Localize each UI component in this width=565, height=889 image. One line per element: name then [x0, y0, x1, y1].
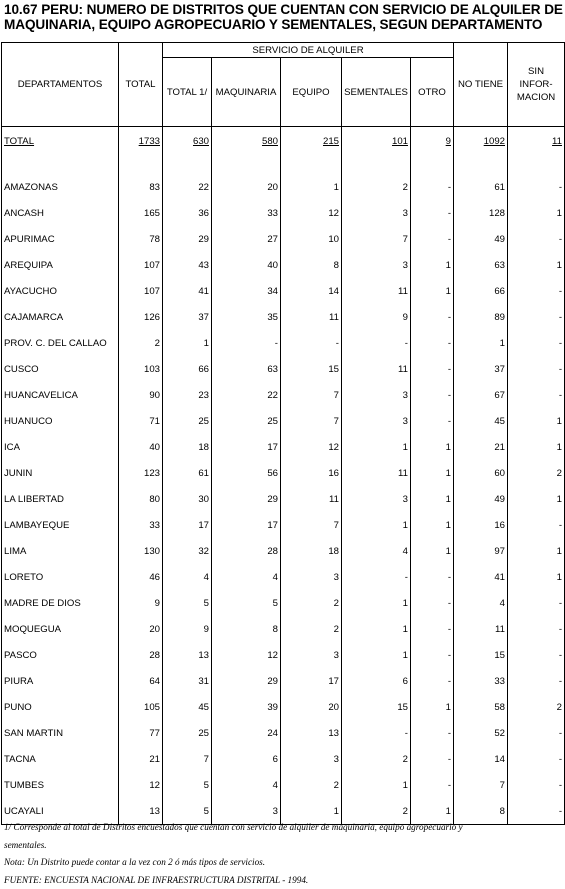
cell-departamento: HUANUCO [2, 409, 119, 435]
cell-equipo: 11 [281, 305, 342, 331]
cell-sin-info: 2 [508, 695, 565, 721]
cell-sementales: 2 [342, 175, 411, 201]
cell-no-tiene: 66 [454, 279, 508, 305]
table-row [2, 695, 565, 721]
table-row [2, 539, 565, 565]
cell-total1: 29 [163, 227, 212, 253]
cell-sementales: 6 [342, 669, 411, 695]
cell-equipo: 1 [281, 799, 342, 825]
cell-maquinaria: 4 [212, 773, 281, 799]
footnote-fuente: FUENTE: ENCUESTA NACIONAL DE INFRAESTRUCTURA DISTRITAL - 1994. [4, 872, 564, 889]
cell-otro: 1 [411, 435, 454, 461]
cell-sementales: - [342, 565, 411, 591]
cell-equipo: 2 [281, 591, 342, 617]
title-line-1: 10.67 PERU: NUMERO DE DISTRITOS QUE CUENTAN CON SERVICIO DE ALQUILER DE [4, 2, 564, 17]
cell-sin-info: - [508, 643, 565, 669]
cell-maquinaria: 35 [212, 305, 281, 331]
cell-equipo: 10 [281, 227, 342, 253]
cell-maquinaria: 39 [212, 695, 281, 721]
cell-total: 165 [119, 201, 163, 227]
cell-sin-info: 1 [508, 435, 565, 461]
cell-maquinaria: 6 [212, 747, 281, 773]
cell-departamento: LA LIBERTAD [2, 487, 119, 513]
cell-no-tiene: 7 [454, 773, 508, 799]
cell-sementales: 1 [342, 513, 411, 539]
cell-departamento: PROV. C. DEL CALLAO [2, 331, 119, 357]
cell-sin-info: - [508, 305, 565, 331]
cell-total: 9 [119, 591, 163, 617]
cell-total1: 23 [163, 383, 212, 409]
cell-equipo: 7 [281, 409, 342, 435]
cell-sin-info: - [508, 799, 565, 825]
cell-maquinaria: 29 [212, 669, 281, 695]
cell-otro: - [411, 357, 454, 383]
cell-no-tiene: 60 [454, 461, 508, 487]
table-row [2, 617, 565, 643]
cell-maquinaria: 33 [212, 201, 281, 227]
cell-total1: 5 [163, 591, 212, 617]
cell-sementales: - [342, 721, 411, 747]
cell-total1: 18 [163, 435, 212, 461]
cell-otro: - [411, 617, 454, 643]
cell-maquinaria: 56 [212, 461, 281, 487]
table-row [2, 435, 565, 461]
cell-otro: - [411, 565, 454, 591]
cell-sin-info: - [508, 591, 565, 617]
cell-sin-info: - [508, 513, 565, 539]
cell-total: 13 [119, 799, 163, 825]
table-row [2, 747, 565, 773]
header-sementales: SEMENTALES [342, 58, 411, 127]
cell-sin-info: 1 [508, 409, 565, 435]
cell-total1: 43 [163, 253, 212, 279]
total-label: TOTAL [2, 127, 119, 157]
cell-otro: - [411, 773, 454, 799]
cell-total: 77 [119, 721, 163, 747]
table-row [2, 357, 565, 383]
cell-maquinaria: 40 [212, 253, 281, 279]
cell-sin-info: - [508, 383, 565, 409]
cell-departamento: PIURA [2, 669, 119, 695]
cell-departamento: SAN MARTIN [2, 721, 119, 747]
cell-sin-info: 1 [508, 487, 565, 513]
cell-total1: 36 [163, 201, 212, 227]
cell-sementales: 11 [342, 461, 411, 487]
cell-otro: - [411, 201, 454, 227]
cell-otro: 1 [411, 695, 454, 721]
cell-sin-info: 1 [508, 253, 565, 279]
cell-total: 33 [119, 513, 163, 539]
cell-sin-info: - [508, 773, 565, 799]
footnotes [4, 819, 564, 889]
cell-maquinaria: 63 [212, 357, 281, 383]
cell-sementales: 3 [342, 487, 411, 513]
table-row [2, 721, 565, 747]
total-sin-info: 11 [508, 127, 565, 157]
cell-sementales: 3 [342, 253, 411, 279]
cell-no-tiene: 45 [454, 409, 508, 435]
cell-equipo: 17 [281, 669, 342, 695]
cell-departamento: JUNIN [2, 461, 119, 487]
cell-sin-info: - [508, 331, 565, 357]
cell-total1: 9 [163, 617, 212, 643]
cell-no-tiene: 41 [454, 565, 508, 591]
cell-otro: 1 [411, 539, 454, 565]
table-row [2, 175, 565, 201]
cell-departamento: HUANCAVELICA [2, 383, 119, 409]
cell-equipo: 3 [281, 747, 342, 773]
cell-total1: 7 [163, 747, 212, 773]
cell-total: 64 [119, 669, 163, 695]
cell-no-tiene: 61 [454, 175, 508, 201]
cell-total: 126 [119, 305, 163, 331]
table-row [2, 669, 565, 695]
cell-sementales: 7 [342, 227, 411, 253]
table-row [2, 643, 565, 669]
table-row [2, 773, 565, 799]
cell-total: 123 [119, 461, 163, 487]
cell-sementales: 15 [342, 695, 411, 721]
cell-sementales: 1 [342, 591, 411, 617]
cell-total1: 37 [163, 305, 212, 331]
cell-total: 80 [119, 487, 163, 513]
cell-maquinaria: 27 [212, 227, 281, 253]
cell-departamento: LAMBAYEQUE [2, 513, 119, 539]
cell-sementales: 3 [342, 409, 411, 435]
total-otro: 9 [411, 127, 454, 157]
cell-departamento: AREQUIPA [2, 253, 119, 279]
table-row [2, 461, 565, 487]
cell-departamento: UCAYALI [2, 799, 119, 825]
cell-otro: - [411, 591, 454, 617]
page-title [4, 2, 564, 32]
cell-equipo: - [281, 331, 342, 357]
cell-otro: 1 [411, 279, 454, 305]
cell-departamento: LIMA [2, 539, 119, 565]
footnote-1b: sementales. [4, 837, 564, 855]
header-no-tiene: NO TIENE [454, 43, 508, 127]
cell-otro: - [411, 747, 454, 773]
cell-equipo: 2 [281, 617, 342, 643]
cell-total: 2 [119, 331, 163, 357]
cell-otro: - [411, 383, 454, 409]
footnote-nota: Nota: Un Distrito puede contar a la vez con 2 ó más tipos de servicios. [4, 854, 564, 872]
title-line-2: MAQUINARIA, EQUIPO AGROPECUARIO Y SEMENTALES, SEGUN DEPARTAMENTO [4, 17, 564, 32]
cell-sin-info: 1 [508, 539, 565, 565]
cell-departamento: PUNO [2, 695, 119, 721]
cell-otro: - [411, 409, 454, 435]
cell-equipo: 8 [281, 253, 342, 279]
cell-no-tiene: 14 [454, 747, 508, 773]
total-row [2, 127, 565, 157]
cell-sementales: 4 [342, 539, 411, 565]
table-row [2, 487, 565, 513]
cell-sin-info: - [508, 175, 565, 201]
cell-total1: 25 [163, 409, 212, 435]
cell-otro: 1 [411, 513, 454, 539]
cell-total: 71 [119, 409, 163, 435]
cell-sin-info: 2 [508, 461, 565, 487]
cell-no-tiene: 58 [454, 695, 508, 721]
header-total1: TOTAL 1/ [163, 58, 212, 127]
cell-total1: 61 [163, 461, 212, 487]
cell-equipo: 12 [281, 201, 342, 227]
cell-otro: - [411, 721, 454, 747]
cell-equipo: 16 [281, 461, 342, 487]
cell-no-tiene: 52 [454, 721, 508, 747]
cell-total1: 5 [163, 799, 212, 825]
header-total: TOTAL [119, 43, 163, 127]
header-sin-informacion [508, 43, 565, 127]
cell-total1: 22 [163, 175, 212, 201]
table-row [2, 383, 565, 409]
cell-total: 103 [119, 357, 163, 383]
cell-otro: - [411, 175, 454, 201]
cell-total1: 31 [163, 669, 212, 695]
cell-otro: - [411, 643, 454, 669]
cell-maquinaria: 29 [212, 487, 281, 513]
cell-equipo: 2 [281, 773, 342, 799]
cell-total: 20 [119, 617, 163, 643]
cell-no-tiene: 37 [454, 357, 508, 383]
table-row [2, 227, 565, 253]
spacer-row [2, 157, 565, 175]
cell-departamento: ICA [2, 435, 119, 461]
cell-equipo: 15 [281, 357, 342, 383]
cell-total1: 25 [163, 721, 212, 747]
cell-total: 40 [119, 435, 163, 461]
total-total: 1733 [119, 127, 163, 157]
cell-maquinaria: 17 [212, 435, 281, 461]
cell-total: 12 [119, 773, 163, 799]
cell-maquinaria: 34 [212, 279, 281, 305]
cell-equipo: 13 [281, 721, 342, 747]
cell-no-tiene: 63 [454, 253, 508, 279]
cell-total: 46 [119, 565, 163, 591]
cell-equipo: 11 [281, 487, 342, 513]
table-row [2, 253, 565, 279]
cell-departamento: CAJAMARCA [2, 305, 119, 331]
cell-maquinaria: 12 [212, 643, 281, 669]
header-maquinaria: MAQUINARIA [212, 58, 281, 127]
cell-maquinaria: 3 [212, 799, 281, 825]
cell-total: 78 [119, 227, 163, 253]
cell-total1: 13 [163, 643, 212, 669]
cell-sementales: 2 [342, 747, 411, 773]
cell-maquinaria: 28 [212, 539, 281, 565]
cell-equipo: 7 [281, 513, 342, 539]
footnote-1a: 1/ Corresponde al total de Distritos encuestados que cuentan con servicio de alquiler de maquinaria, equipo agropecuario y [4, 819, 564, 837]
cell-departamento: AYACUCHO [2, 279, 119, 305]
cell-total1: 5 [163, 773, 212, 799]
cell-sin-info: 1 [508, 201, 565, 227]
cell-maquinaria: 4 [212, 565, 281, 591]
header-otro: OTRO [411, 58, 454, 127]
cell-total: 130 [119, 539, 163, 565]
cell-sementales: 3 [342, 383, 411, 409]
cell-sementales: 11 [342, 279, 411, 305]
cell-total: 21 [119, 747, 163, 773]
cell-sementales: 1 [342, 773, 411, 799]
total-equipo: 215 [281, 127, 342, 157]
cell-total1: 17 [163, 513, 212, 539]
cell-maquinaria: 17 [212, 513, 281, 539]
cell-total: 107 [119, 253, 163, 279]
cell-equipo: 20 [281, 695, 342, 721]
cell-total1: 41 [163, 279, 212, 305]
cell-equipo: 3 [281, 643, 342, 669]
cell-otro: 1 [411, 253, 454, 279]
cell-no-tiene: 21 [454, 435, 508, 461]
cell-departamento: LORETO [2, 565, 119, 591]
cell-otro: 1 [411, 461, 454, 487]
cell-sin-info: - [508, 747, 565, 773]
cell-departamento: ANCASH [2, 201, 119, 227]
cell-departamento: TUMBES [2, 773, 119, 799]
table-row [2, 279, 565, 305]
cell-total1: 66 [163, 357, 212, 383]
header-equipo: EQUIPO [281, 58, 342, 127]
cell-sementales: 1 [342, 617, 411, 643]
cell-total1: 1 [163, 331, 212, 357]
header-sin-2: INFOR- [510, 78, 562, 91]
total-total1: 630 [163, 127, 212, 157]
cell-no-tiene: 8 [454, 799, 508, 825]
cell-departamento: PASCO [2, 643, 119, 669]
header-sin-3: MACION [510, 91, 562, 104]
cell-sementales: 11 [342, 357, 411, 383]
cell-sin-info: - [508, 357, 565, 383]
cell-no-tiene: 49 [454, 227, 508, 253]
cell-otro: 1 [411, 799, 454, 825]
table-row [2, 565, 565, 591]
cell-total1: 30 [163, 487, 212, 513]
cell-equipo: 7 [281, 383, 342, 409]
cell-equipo: 1 [281, 175, 342, 201]
header-departamentos: DEPARTAMENTOS [2, 43, 119, 127]
cell-equipo: 18 [281, 539, 342, 565]
cell-sin-info: - [508, 669, 565, 695]
data-table [1, 42, 565, 825]
cell-maquinaria: 24 [212, 721, 281, 747]
cell-departamento: AMAZONAS [2, 175, 119, 201]
table-row [2, 409, 565, 435]
cell-total: 90 [119, 383, 163, 409]
cell-no-tiene: 11 [454, 617, 508, 643]
cell-no-tiene: 128 [454, 201, 508, 227]
cell-departamento: APURIMAC [2, 227, 119, 253]
total-sementales: 101 [342, 127, 411, 157]
total-no-tiene: 1092 [454, 127, 508, 157]
cell-maquinaria: 5 [212, 591, 281, 617]
table-row [2, 513, 565, 539]
cell-sementales: 1 [342, 643, 411, 669]
cell-total: 28 [119, 643, 163, 669]
cell-sin-info: - [508, 279, 565, 305]
table-body [2, 127, 565, 825]
cell-sementales: 1 [342, 435, 411, 461]
table-row [2, 201, 565, 227]
table-row [2, 591, 565, 617]
table-row [2, 331, 565, 357]
header-servicio-alquiler: SERVICIO DE ALQUILER [163, 43, 454, 58]
cell-sin-info: - [508, 227, 565, 253]
cell-otro: - [411, 227, 454, 253]
cell-no-tiene: 33 [454, 669, 508, 695]
cell-maquinaria: 22 [212, 383, 281, 409]
cell-sementales: 9 [342, 305, 411, 331]
cell-total1: 32 [163, 539, 212, 565]
cell-no-tiene: 15 [454, 643, 508, 669]
cell-equipo: 14 [281, 279, 342, 305]
cell-no-tiene: 89 [454, 305, 508, 331]
cell-departamento: MADRE DE DIOS [2, 591, 119, 617]
cell-maquinaria: 20 [212, 175, 281, 201]
cell-no-tiene: 67 [454, 383, 508, 409]
cell-otro: - [411, 669, 454, 695]
total-maquinaria: 580 [212, 127, 281, 157]
cell-sin-info: - [508, 721, 565, 747]
cell-departamento: MOQUEGUA [2, 617, 119, 643]
cell-no-tiene: 49 [454, 487, 508, 513]
cell-equipo: 12 [281, 435, 342, 461]
cell-equipo: 3 [281, 565, 342, 591]
cell-maquinaria: 8 [212, 617, 281, 643]
cell-no-tiene: 97 [454, 539, 508, 565]
cell-sementales: - [342, 331, 411, 357]
cell-no-tiene: 4 [454, 591, 508, 617]
cell-total1: 4 [163, 565, 212, 591]
cell-otro: - [411, 305, 454, 331]
cell-no-tiene: 1 [454, 331, 508, 357]
cell-total: 83 [119, 175, 163, 201]
cell-departamento: TACNA [2, 747, 119, 773]
cell-sementales: 3 [342, 201, 411, 227]
cell-total: 105 [119, 695, 163, 721]
cell-departamento: CUSCO [2, 357, 119, 383]
cell-otro: 1 [411, 487, 454, 513]
cell-maquinaria: - [212, 331, 281, 357]
cell-sin-info: 1 [508, 565, 565, 591]
cell-sementales: 2 [342, 799, 411, 825]
cell-otro: - [411, 331, 454, 357]
cell-total1: 45 [163, 695, 212, 721]
table-row [2, 305, 565, 331]
cell-no-tiene: 16 [454, 513, 508, 539]
cell-maquinaria: 25 [212, 409, 281, 435]
cell-sin-info: - [508, 617, 565, 643]
cell-total: 107 [119, 279, 163, 305]
header-sin-1: SIN [510, 65, 562, 78]
